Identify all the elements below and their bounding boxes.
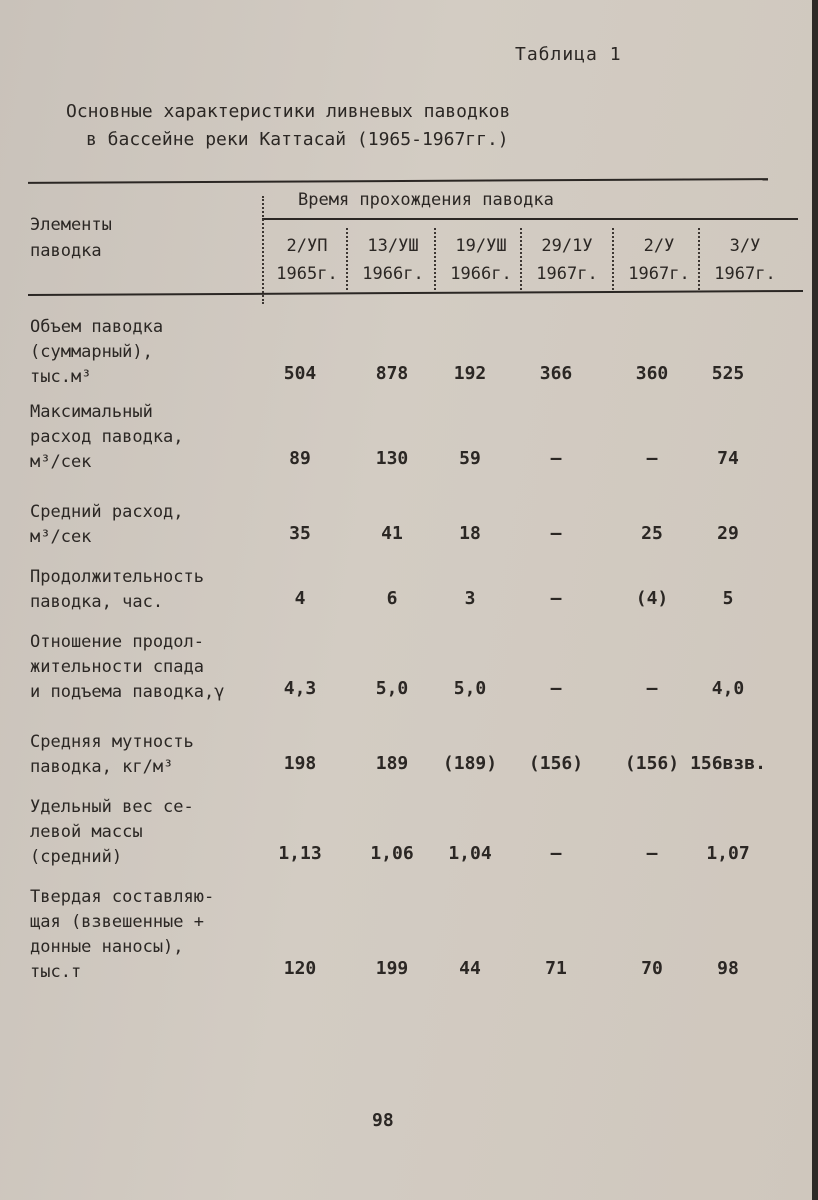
table-cell: – [646,678,658,699]
table-cell: (189) [442,753,498,774]
table-cell: 59 [459,448,481,469]
header-date [524,232,610,288]
header-date-day: 2/У [643,236,675,256]
top-rule [28,178,768,184]
table-cell: 29 [717,523,739,544]
header-date-day: 19/УШ [455,236,507,256]
table-cell: 192 [453,363,487,384]
header-date-day: 2/УП [286,236,328,256]
table-cell: 18 [459,523,481,544]
row-label-line: Средний расход, [30,502,184,522]
table-cell: 199 [375,958,409,979]
row-label-line: тыс.т [30,962,82,982]
page-number: 98 [372,1110,394,1131]
table-cell: 41 [381,523,403,544]
table-cell: (156) [624,753,680,774]
table-cell: 98 [717,958,739,979]
header-date [350,232,436,288]
header-time: Время прохождения паводка [298,190,554,210]
header-elements [30,212,112,264]
table-cell: 44 [459,958,481,979]
header-date-day: 13/УШ [367,236,419,256]
table-cell: 5,0 [375,678,409,699]
row-label-line: паводка, кг/м³ [30,757,174,777]
header-bottom-rule [28,290,803,296]
row-label-line: (средний) [30,847,123,867]
header-date-year: 1965г. [276,264,338,284]
table-cell: 120 [283,958,317,979]
table-label: Таблица 1 [515,44,622,65]
table-cell: 74 [717,448,739,469]
header-elements-line-1: Элементы [30,215,112,235]
row-label [30,795,194,870]
table-cell: (4) [635,588,669,609]
header-date-year: 1967г. [714,264,776,284]
title-line-1: Основные характеристики ливневых паводков [66,101,511,122]
table-cell: – [550,588,562,609]
row-label [30,315,163,390]
table-cell: 5 [722,588,734,609]
row-label-line: (суммарный), [30,342,153,362]
header-sub-rule [262,218,798,220]
table-cell: 5,0 [453,678,487,699]
row-label-line: тыс.м³ [30,367,92,387]
table-cell: 6 [386,588,398,609]
row-label [30,500,184,550]
table-cell: 25 [641,523,663,544]
table-cell: 504 [283,363,317,384]
title-line-2: в бассейне реки Каттасай (1965-1967гг.) [86,129,509,150]
table-cell: 1,07 [706,843,750,864]
row-label [30,565,204,615]
table-cell: 35 [289,523,311,544]
table-cell: – [646,843,658,864]
header-elements-line-2: паводка [30,241,102,261]
table-cell: 4,3 [283,678,317,699]
table-cell: 130 [375,448,409,469]
row-label-line: паводка, час. [30,592,164,612]
row-label-line: щая (взвешенные + [30,912,204,932]
row-label-line: левой массы [30,822,143,842]
header-date-year: 1967г. [628,264,690,284]
header-date [616,232,702,288]
table-cell: (156) [528,753,584,774]
row-label [30,730,194,780]
table-cell: 360 [635,363,669,384]
table-cell: – [550,523,562,544]
row-label [30,630,224,705]
row-label-line: м³/сек [30,527,92,547]
table-title [66,98,510,154]
table-cell: – [646,448,658,469]
row-label-line: расход паводка, [30,427,184,447]
table-cell: – [550,678,562,699]
table-cell: 89 [289,448,311,469]
row-label-line: Твердая составляю- [30,887,215,907]
table-cell: 3 [464,588,476,609]
table-cell: 878 [375,363,409,384]
table-cell: 4 [294,588,306,609]
row-label-line: Отношение продол- [30,632,204,652]
header-date-year: 1966г. [362,264,424,284]
row-label-line: Максимальный [30,402,153,422]
header-date-year: 1967г. [536,264,598,284]
row-label-line: жительности спада [30,657,204,677]
header-date-day: 3/У [729,236,761,256]
row-label-line: донные наносы), [30,937,184,957]
table-cell: – [550,843,562,864]
row-label-line: Удельный вес се- [30,797,194,817]
table-cell: – [550,448,562,469]
table-cell: 71 [545,958,567,979]
table-cell: 70 [641,958,663,979]
row-label-line: Объем паводка [30,317,164,337]
row-label [30,400,184,475]
table-cell: 1,06 [370,843,414,864]
header-date [264,232,350,288]
table-cell: 366 [539,363,573,384]
row-label [30,885,214,985]
table-cell: 156взв. [690,753,766,774]
header-date [702,232,788,288]
table-cell: 189 [375,753,409,774]
table-cell: 4,0 [711,678,745,699]
row-label-line: м³/сек [30,452,92,472]
header-date [438,232,524,288]
row-label-line: Средняя мутность [30,732,194,752]
table-cell: 1,13 [278,843,322,864]
table-cell: 1,04 [448,843,492,864]
header-date-year: 1966г. [450,264,512,284]
table-cell: 198 [283,753,317,774]
row-label-line: и подъема паводка,γ [30,682,225,702]
row-label-line: Продолжительность [30,567,204,587]
table-cell: 525 [711,363,745,384]
column-divider [612,228,614,290]
header-date-day: 29/1У [541,236,593,256]
